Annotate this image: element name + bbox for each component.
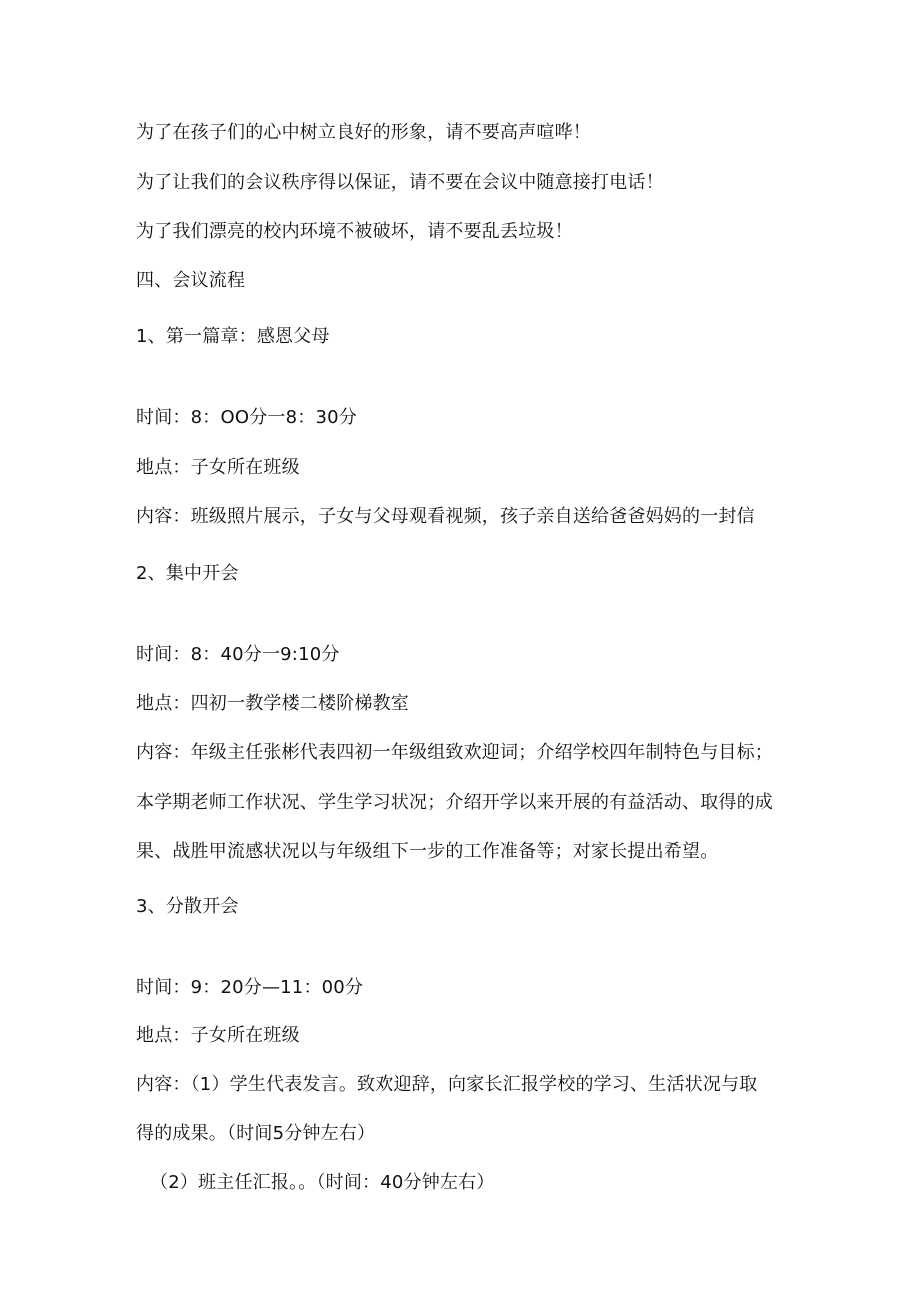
part-2-content-line-2: 本学期老师工作状况、学生学习状况；介绍开学以来开展的有益活动、取得的成 (136, 792, 773, 813)
part-2-time: 时间：8：40分一9:10分 (136, 644, 340, 665)
part-1-time: 时间：8：OO分一8：30分 (136, 407, 357, 428)
part-2-content-line-1: 内容：年级主任张彬代表四初一年级组致欢迎词；介绍学校四年制特色与目标； (136, 742, 773, 763)
rule-line-litter: 为了我们漂亮的校内环境不被破坏，请不要乱丢垃圾！ (136, 221, 573, 242)
part-3-heading: 3、分散开会 (136, 896, 239, 917)
section-heading: 四、会议流程 (136, 270, 246, 291)
part-3-location: 地点：子女所在班级 (136, 1025, 300, 1046)
part-3-content-item-2: （2）班主任汇报。。（时间：40分钟左右） (150, 1172, 495, 1193)
part-3-content-line-2: 得的成果。（时间5分钟左右） (136, 1123, 376, 1144)
part-3-time: 时间：9：20分—11：00分 (136, 977, 364, 998)
part-2-location: 地点：四初一教学楼二楼阶梯教室 (136, 693, 409, 714)
part-2-heading: 2、集中开会 (136, 563, 239, 584)
part-1-heading: 1、第一篇章：感恩父母 (136, 326, 330, 347)
part-1-location: 地点：子女所在班级 (136, 457, 300, 478)
rule-line-noise: 为了在孩子们的心中树立良好的形象，请不要高声喧哗！ (136, 122, 591, 143)
part-3-content-line-1: 内容：（1）学生代表发言。致欢迎辞，向家长汇报学校的学习、生活状况与取 (136, 1074, 758, 1095)
part-1-content: 内容：班级照片展示，子女与父母观看视频，孩子亲自送给爸爸妈妈的一封信 (136, 506, 755, 527)
part-2-content-line-3: 果、战胜甲流感状况以与年级组下一步的工作准备等；对家长提出希望。 (136, 841, 719, 862)
rule-line-phone: 为了让我们的会议秩序得以保证，请不要在会议中随意接打电话！ (136, 172, 664, 193)
